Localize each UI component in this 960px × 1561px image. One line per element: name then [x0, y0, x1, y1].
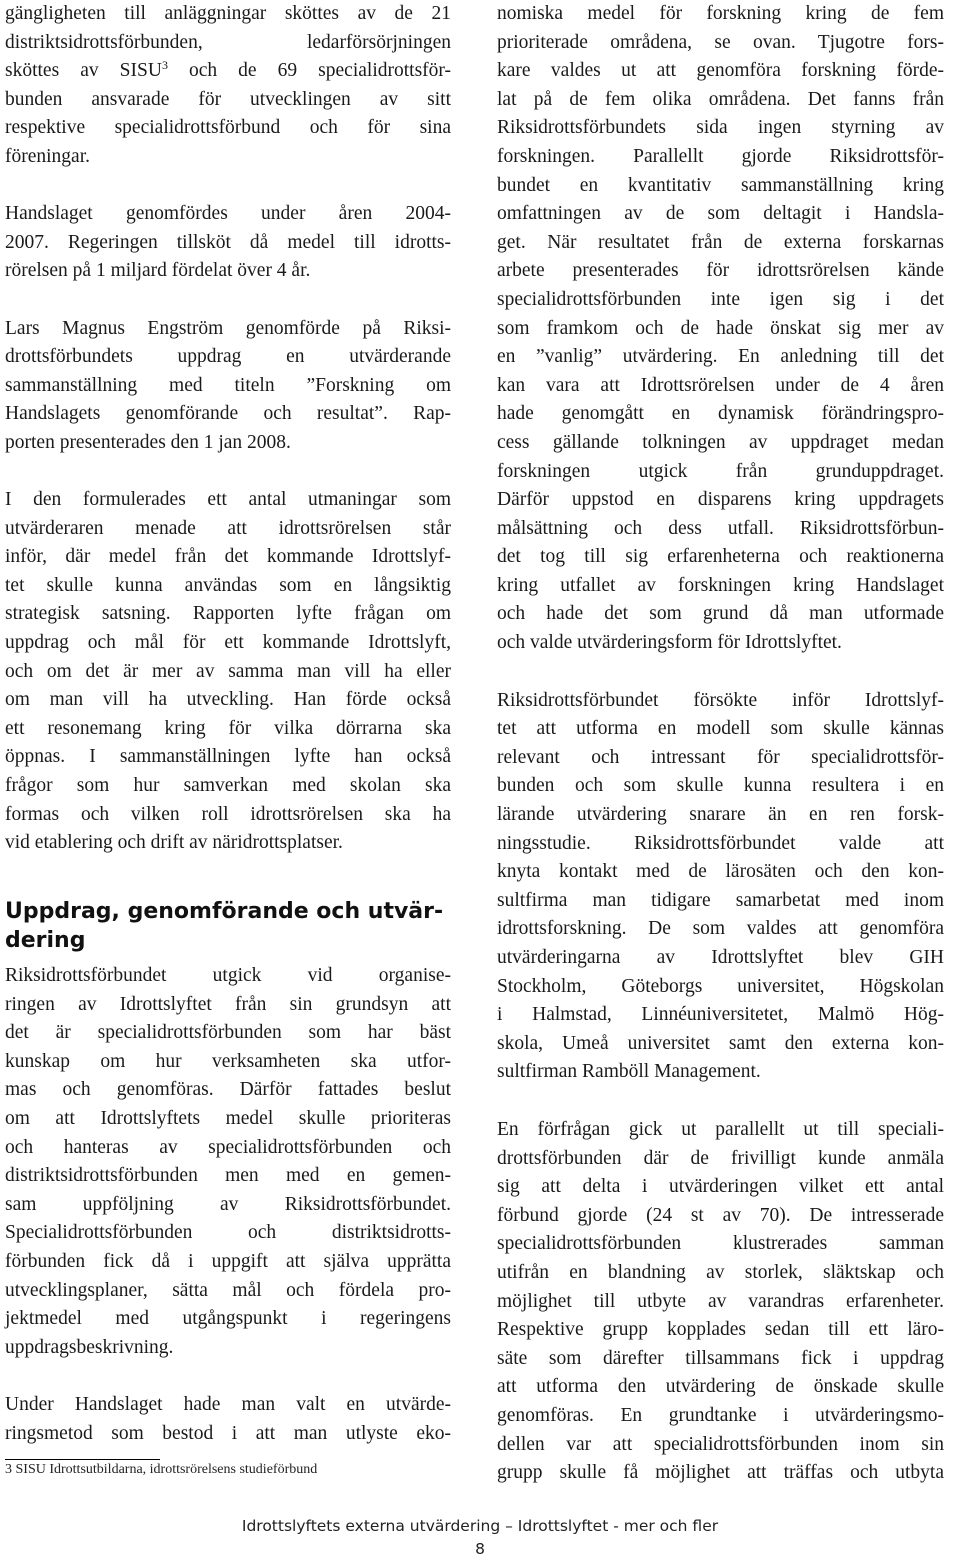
paragraph	[5, 0, 451, 172]
text-line: utvärderingarna av Idrottslyftet blev GIH	[497, 947, 944, 968]
paragraph	[5, 486, 451, 858]
text-line: cess gällande tolkningen av uppdraget medan	[497, 431, 944, 453]
text-line: Under Handslaget hade man valt en utvärde-	[5, 1393, 451, 1415]
text-line: det tog till sig erfarenheterna och reaktionerna	[497, 546, 944, 568]
text-line: sig att delta i utvärderingen vilket ett antal	[497, 1176, 944, 1198]
text-line: specialidrottsförbunden inte igen sig i det	[497, 288, 944, 310]
text-line: skola, Umeå universitet samt den externa kon-	[497, 1032, 944, 1054]
text-line: bunden ansvarade för utvecklingen av sitt	[5, 88, 451, 110]
text-line: knyta kontakt med de lärosäten och den kon-	[497, 861, 944, 883]
text-line: sultfirma man tidigare samarbetat med inom	[497, 889, 944, 911]
paragraph	[5, 962, 451, 1362]
text-line: distriktsidrottsförbunden, ledarförsörjningen	[5, 31, 451, 53]
text-line: om att Idrottslyftets medel skulle prioriteras	[5, 1107, 451, 1129]
heading-line: Uppdrag, genomförande och utvär-	[5, 899, 444, 924]
paragraph	[497, 0, 944, 658]
left-column	[5, 0, 451, 858]
text-line: distriktsidrottsförbunden men med en gemen-	[5, 1165, 451, 1187]
text-line-with-footnote	[5, 57, 451, 86]
text-line: relevant och intressant för specialidrottsför-	[497, 746, 944, 768]
text-line: forskningen utgick från grunduppdraget.	[497, 460, 944, 482]
text-line: prioriterade områdena, se ovan. Tjugotre fors-	[497, 31, 944, 53]
heading-line: dering	[5, 928, 86, 953]
footnote-marker: 3	[161, 58, 168, 73]
text-line: En förfrågan gick ut parallellt ut till speciali-	[497, 1118, 944, 1140]
text-line: och om det är mer av samma man vill ha eller	[5, 660, 451, 682]
text-line: genomföras. En grundtanke i utvärderingsmo-	[497, 1404, 944, 1426]
text-line: respektive specialidrottsförbund och för sina	[5, 117, 451, 139]
text-line: specialidrottsförbunden klustrerades samman	[497, 1233, 944, 1255]
text-line: I den formulerades ett antal utmaningar som	[5, 489, 451, 511]
text-line: öppnas. I sammanställningen lyfte han också	[5, 746, 451, 768]
text-line: som framkom och de hade önskat sig mer av	[497, 317, 944, 339]
text-line: Handslaget genomfördes under åren 2004-	[5, 203, 451, 225]
paragraph	[5, 315, 451, 458]
text-line: tet skulle kunna användas som en långsiktig	[5, 574, 451, 596]
text-line: utvärderaren menade att idrottsrörelsen står	[5, 517, 451, 539]
text-line: forskningen. Parallellt gjorde Riksidrottsför-	[497, 145, 944, 167]
text-line: get. När resultatet från de externa forskarnas	[497, 231, 944, 253]
text-line: sam uppföljning av Riksidrottsförbundet.	[5, 1193, 451, 1215]
text-line: Riksidrottsförbundet försökte inför Idrottslyf-	[497, 689, 944, 711]
text-line: kring utfallet av forskningen kring Handslaget	[497, 574, 944, 596]
paragraph	[5, 200, 451, 286]
text-line: ringsmetod som bestod i att man utlyste eko-	[5, 1422, 451, 1444]
text-line: tet att utforma en modell som skulle kännas	[497, 718, 944, 740]
text-line: Därför uppstod en disparens kring uppdragets	[497, 489, 944, 511]
text-line: gängligheten till anläggningar sköttes av de 21	[5, 3, 451, 24]
text-line: mas och genomföras. Därför fattades beslut	[5, 1079, 451, 1101]
text-line: inför, där medel från det kommande Idrottslyf-	[5, 546, 451, 568]
text-line: om man vill ha utveckling. Han förde också	[5, 689, 451, 711]
text-line: Stockholm, Göteborgs universitet, Högskolan	[497, 975, 944, 997]
text-line: drottsförbunden där de frivilligt kunde anmäla	[497, 1147, 944, 1169]
text-line: nomiska medel för forskning kring de fem	[497, 3, 944, 24]
text-line: ett resonemang kring för vilka dörrarna ska	[5, 717, 451, 739]
text-line: ringen av Idrottslyftet från sin grundsyn att	[5, 993, 451, 1015]
text-line: 2007. Regeringen tillsköt då medel till idrotts-	[5, 231, 451, 253]
text-line: bundet en kvantitativ sammanställning kring	[497, 174, 944, 196]
text-fragment: sköttes av SISU	[5, 60, 162, 82]
text-line: och valde utvärderingsform för Idrottslyftet.	[497, 632, 842, 654]
text-line: bunden och som skulle kunna resultera i en	[497, 775, 944, 797]
text-line: Lars Magnus Engström genomförde på Riksi-	[5, 317, 451, 339]
text-line: kunskap om hur verksamheten ska utfor-	[5, 1050, 451, 1072]
text-line: säte som därefter tillsammans fick i uppdrag	[497, 1347, 944, 1369]
text-line: det är specialidrottsförbunden som har bäst	[5, 1022, 451, 1044]
footer-title: Idrottslyftets externa utvärdering – Idrottslyftet - mer och fler	[241, 1517, 719, 1535]
text-line: lärande utvärdering snarare än en ren forsk-	[497, 804, 944, 826]
text-line: rörelsen på 1 miljard fördelat över 4 år.	[5, 260, 311, 282]
right-column	[497, 0, 944, 1488]
section-heading	[5, 897, 451, 955]
text-line: Riksidrottsförbundets sida ingen styrning av	[497, 117, 944, 139]
page-number: 8	[475, 1540, 485, 1558]
text-line: Specialidrottsförbunden och distriktsidrotts-	[5, 1222, 451, 1244]
text-line: Handslagets genomförande och resultat”. Rap-	[5, 403, 451, 425]
text-line: föreningar.	[5, 145, 91, 167]
text-line: och hanteras av specialidrottsförbunden och	[5, 1136, 451, 1158]
text-line: kare valdes ut att genomföra forskning förde-	[497, 60, 944, 82]
footnote-divider	[5, 1459, 160, 1460]
text-line: möjlighet till utbyte av varandras erfarenheter.	[497, 1290, 944, 1312]
text-line: en ”vanlig” utvärdering. En anledning till det	[497, 346, 944, 368]
text-line: jektmedel med utgångspunkt i regeringens	[5, 1308, 451, 1330]
text-fragment: och de 69 specialidrottsför-	[188, 60, 451, 82]
text-line: förbund gjorde (24 st av 70). De intresserade	[497, 1204, 944, 1226]
text-line: hade genomgått en dynamisk förändringspro-	[497, 403, 944, 425]
text-line: sultfirman Ramböll Management.	[497, 1061, 761, 1083]
text-line: i Halmstad, Linnéuniversitetet, Malmö Hög-	[497, 1004, 944, 1026]
text-line: målsättning och dess utfall. Riksidrottsförbun-	[497, 517, 944, 539]
text-line: arbete presenterades för idrottsrörelsen kände	[497, 260, 944, 282]
text-line: Respektive grupp kopplades sedan till ett läro-	[497, 1319, 944, 1341]
text-line: uppdrag och mål för ett kommande Idrottslyft,	[5, 632, 451, 654]
text-line: förbunden fick då i uppgift att själva upprätta	[5, 1250, 451, 1272]
text-line: att utforma den utvärdering de önskade skulle	[497, 1376, 944, 1398]
text-line: dellen var att specialidrottsförbunden inom sin	[497, 1433, 944, 1455]
text-line: utifrån en blandning av storlek, släktskap och	[497, 1261, 944, 1283]
paragraph	[5, 1391, 451, 1448]
paragraph	[497, 687, 944, 1087]
text-line: Riksidrottsförbundet utgick vid organise-	[5, 965, 451, 986]
text-line: vid etablering och drift av näridrottsplatser.	[5, 832, 343, 854]
text-line: kan vara att Idrottsrörelsen under de 4 åren	[497, 374, 944, 396]
text-line: formas och vilken roll idrottsrörelsen ska ha	[5, 803, 451, 825]
text-line: lat på de fem olika områdena. Det fanns från	[497, 88, 944, 110]
text-line: strategisk satsning. Rapporten lyfte frågan om	[5, 603, 451, 625]
text-line: och hade det som grund då man utformade	[497, 603, 944, 625]
text-line: utvecklingsplaner, sätta mål och fördela pro-	[5, 1279, 451, 1301]
text-line: porten presenterades den 1 jan 2008.	[5, 431, 291, 453]
text-line: idrottsforskning. De som valdes att genomföra	[497, 918, 944, 940]
text-line: ningsstudie. Riksidrottsförbundet valde att	[497, 832, 944, 854]
text-line: omfattningen av de som deltagit i Handsla-	[497, 203, 944, 225]
text-line: sammanställning med titeln ”Forskning om	[5, 374, 451, 396]
paragraph	[497, 1116, 944, 1488]
text-line: drottsförbundets uppdrag en utvärderande	[5, 346, 451, 368]
footnote: 3 SISU Idrottsutbildarna, idrottsrörelsens studieförbund	[5, 1462, 318, 1477]
text-line: frågor som hur samverkan med skolan ska	[5, 775, 451, 797]
text-line: grupp skulle få möjlighet att träffas och utbyta	[497, 1462, 944, 1484]
text-line: uppdragsbeskrivning.	[5, 1336, 174, 1358]
left-column-continued	[5, 962, 451, 1448]
